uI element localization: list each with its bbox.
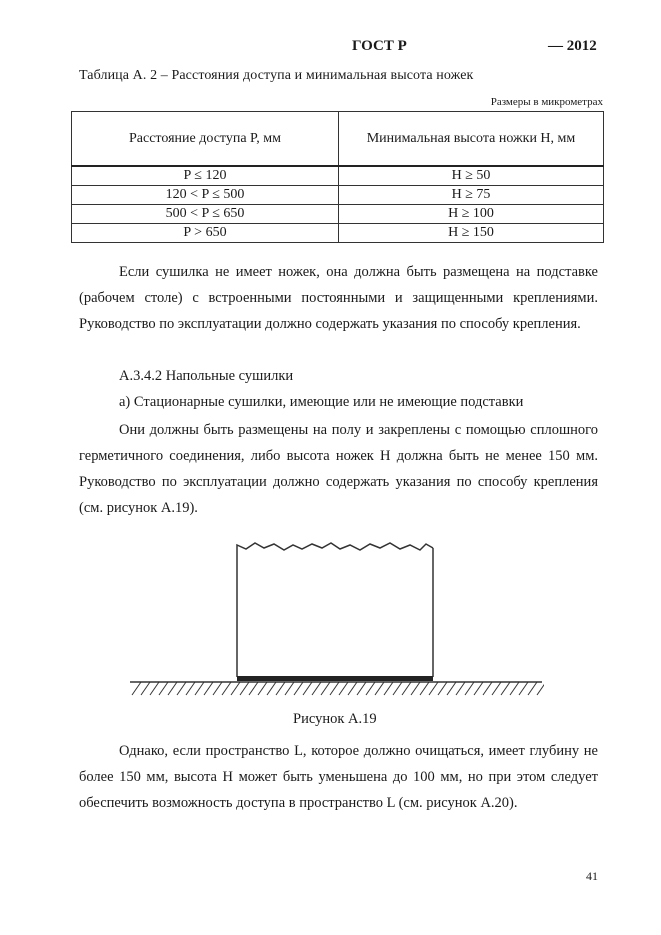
cell-height: H ≥ 50 [339,166,604,186]
hatch-stroke [303,682,312,695]
figure-a19-floor-dryer [128,535,544,705]
hatch-stroke [447,682,456,695]
hatch-stroke [393,682,402,695]
hatch-stroke [213,682,222,695]
section-heading: А.3.4.2 Напольные сушилки [119,368,294,384]
table-row [72,224,604,243]
table-row [72,186,604,205]
hatch-stroke [132,682,141,695]
cell-distance: 500 < P ≤ 650 [72,205,339,224]
paragraph-no-legs: Если сушилка не имеет ножек, она должна быть размещена на подставке (рабочем столе) с встроенными постоянными и защищенными креплениями. Руководство по эксплуатации должно содержать указания по способу крепления. [79,264,598,332]
table-units: Размеры в микрометрах [490,96,603,108]
cell-distance: P ≤ 120 [72,166,339,186]
hatch-stroke [222,682,231,695]
hatch-stroke [267,682,276,695]
hatch-stroke [528,682,537,695]
hatch-stroke [456,682,465,695]
hatch-stroke [204,682,213,695]
cell-height: H ≥ 75 [339,186,604,205]
hatch-stroke [348,682,357,695]
hatch-stroke [366,682,375,695]
hatch-stroke [150,682,159,695]
hatch-stroke [276,682,285,695]
hatch-stroke [375,682,384,695]
figure-caption: Рисунок А.19 [293,711,377,727]
hatch-stroke [411,682,420,695]
hatch-stroke [141,682,150,695]
column-header-access-distance: Расстояние доступа P, мм [72,112,339,167]
hatch-stroke [321,682,330,695]
hatch-stroke [510,682,519,695]
table-row [72,166,604,186]
hatch-stroke [537,682,544,695]
hatch-stroke [474,682,483,695]
table-header-row [72,112,604,167]
hatch-stroke [384,682,393,695]
hatch-stroke [501,682,510,695]
hatch-stroke [402,682,411,695]
hatch-stroke [231,682,240,695]
page-number: 41 [586,869,598,883]
hatch-stroke [195,682,204,695]
hatch-stroke [429,682,438,695]
paragraph-floor-mounting: Они должны быть размещены на полу и закреплены с помощью сплошного герметичного соединения, либо высота ножек H должна быть не менее 150 мм. Руководство по эксплуатации должно содержать указания по способу крепления (см. рисунок А.19). [79,422,598,516]
table-caption: Таблица А. 2 – Расстояния доступа и минимальная высота ножек [79,68,474,83]
hatch-stroke [339,682,348,695]
list-item-a: а) Стационарные сушилки, имеющие или не имеющие подставки [119,394,524,410]
hatch-stroke [285,682,294,695]
hatch-stroke [483,682,492,695]
cell-distance: P > 650 [72,224,339,243]
hatch-stroke [294,682,303,695]
hatch-stroke [492,682,501,695]
hatch-stroke [465,682,474,695]
cell-distance: 120 < P ≤ 500 [72,186,339,205]
cell-height: H ≥ 100 [339,205,604,224]
sealed-base-joint [237,676,433,681]
hatch-stroke [249,682,258,695]
hatch-stroke [357,682,366,695]
hatch-stroke [186,682,195,695]
hatch-stroke [519,682,528,695]
hatch-stroke [330,682,339,695]
dryer-cabinet-drawing [237,543,433,677]
hatch-stroke [420,682,429,695]
floor-hatching [132,682,544,695]
cell-height: H ≥ 150 [339,224,604,243]
hatch-stroke [168,682,177,695]
hatch-stroke [312,682,321,695]
paragraph-reduced-height: Однако, если пространство L, которое должно очищаться, имеет глубину не более 150 мм, высота H может быть уменьшена до 100 мм, но при этом следует обеспечить возможность доступа в пространство L (см. рисунок А.20). [79,743,598,811]
hatch-stroke [240,682,249,695]
table-row [72,205,604,224]
header-standard: ГОСТ Р [352,38,407,54]
column-header-min-leg-height: Минимальная высота ножки H, мм [339,112,604,167]
hatch-stroke [258,682,267,695]
hatch-stroke [177,682,186,695]
hatch-stroke [438,682,447,695]
header-year: — 2012 [548,38,597,54]
leg-height-table [71,111,604,243]
hatch-stroke [159,682,168,695]
